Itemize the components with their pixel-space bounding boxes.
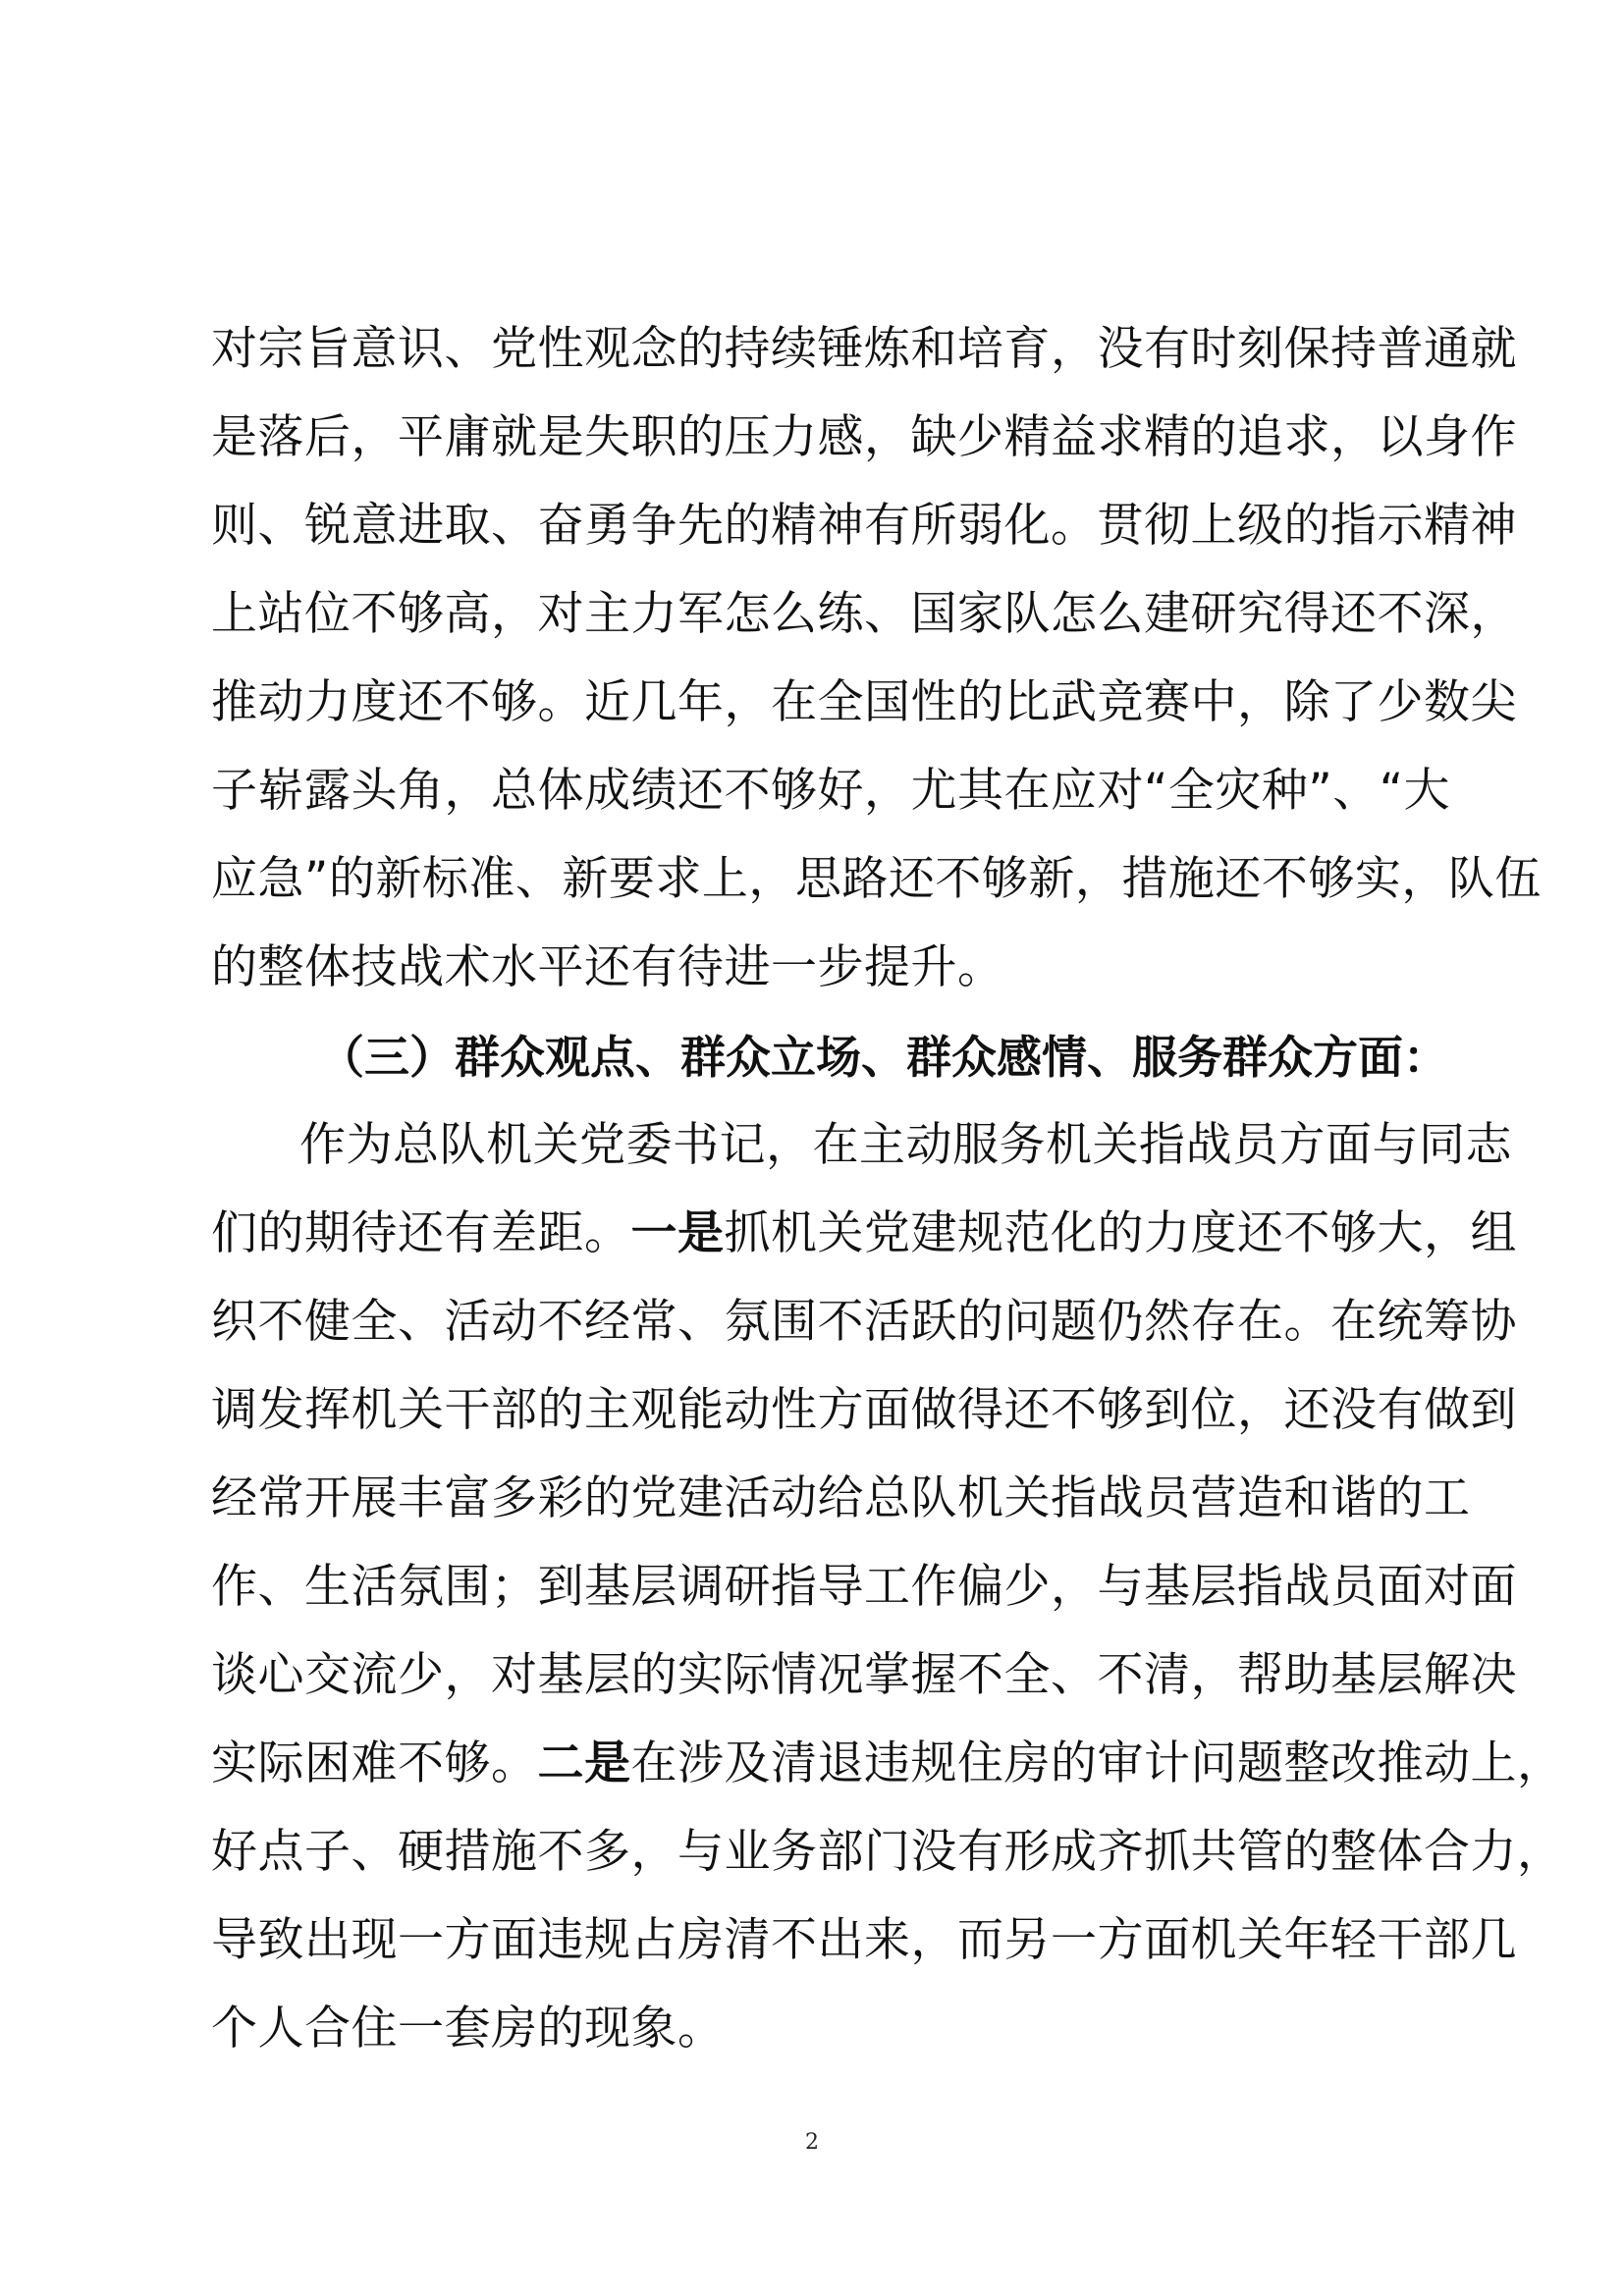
point-one-label: 一是 bbox=[630, 1206, 725, 1260]
section-line-6: 作、生活氛围；到基层调研指导工作偏少，与基层指战员面对面 bbox=[211, 1560, 1517, 1614]
paragraph-line-4: 上站位不够高，对主力军怎么练、国家队怎么建研究得还不深， bbox=[211, 587, 1517, 641]
paragraph-line-1: 对宗旨意识、党性观念的持续锤炼和培育，没有时刻保持普通就 bbox=[211, 322, 1517, 376]
paragraph-line-2: 是落后，平庸就是失职的压力感，缺少精益求精的追求，以身作 bbox=[211, 410, 1517, 464]
section-line-10: 导致出现一方面违规占房清不出来，而另一方面机关年轻干部几 bbox=[211, 1913, 1517, 1967]
section-line-2-post: 抓机关党建规范化的力度还不够大，组 bbox=[724, 1206, 1517, 1260]
section-heading: （三）群众观点、群众立场、群众感情、服务群众方面： bbox=[319, 1031, 1448, 1084]
section-line-2 bbox=[211, 1190, 1517, 1278]
point-two-label: 二是 bbox=[537, 1736, 631, 1790]
paragraph-line-3: 则、锐意进取、奋勇争先的精神有所弱化。贯彻上级的指示精神 bbox=[211, 499, 1517, 553]
paragraph-line-8: 的整体技战术水平还有待进一步提升。 bbox=[211, 940, 1004, 994]
paragraph-line-5: 推动力度还不够。近几年，在全国性的比武竞赛中，除了少数尖 bbox=[211, 675, 1517, 729]
section-line-3: 织不健全、活动不经常、氛围不活跃的问题仍然存在。在统筹协 bbox=[211, 1295, 1517, 1349]
section-line-2-pre: 们的期待还有差距。 bbox=[211, 1206, 631, 1260]
section-line-9: 好点子、硬措施不多，与业务部门没有形成齐抓共管的整体合力， bbox=[211, 1825, 1564, 1879]
section-line-1: 作为总队机关党委书记，在主动服务机关指战员方面与同志 bbox=[299, 1118, 1512, 1172]
paragraph-line-6: 子崭露头角，总体成绩还不够好，尤其在应对“全灾种”、“大 bbox=[211, 764, 1451, 818]
section-line-4: 调发挥机关干部的主观能动性方面做得还不够到位，还没有做到 bbox=[211, 1383, 1517, 1437]
section-line-8-post: 在涉及清退违规住房的审计问题整改推动上， bbox=[630, 1736, 1564, 1790]
section-line-7: 谈心交流少，对基层的实际情况掌握不全、不清，帮助基层解决 bbox=[211, 1648, 1517, 1702]
section-line-8 bbox=[211, 1720, 1564, 1808]
page-number: 2 bbox=[805, 2130, 819, 2155]
paragraph-line-7: 应急”的新标准、新要求上，思路还不够新，措施还不够实，队伍 bbox=[211, 852, 1542, 906]
section-line-5: 经常开展丰富多彩的党建活动给总队机关指战员营造和谐的工 bbox=[211, 1471, 1471, 1525]
section-line-11: 个人合住一套房的现象。 bbox=[211, 2002, 725, 2056]
section-line-8-pre: 实际困难不够。 bbox=[211, 1736, 538, 1790]
